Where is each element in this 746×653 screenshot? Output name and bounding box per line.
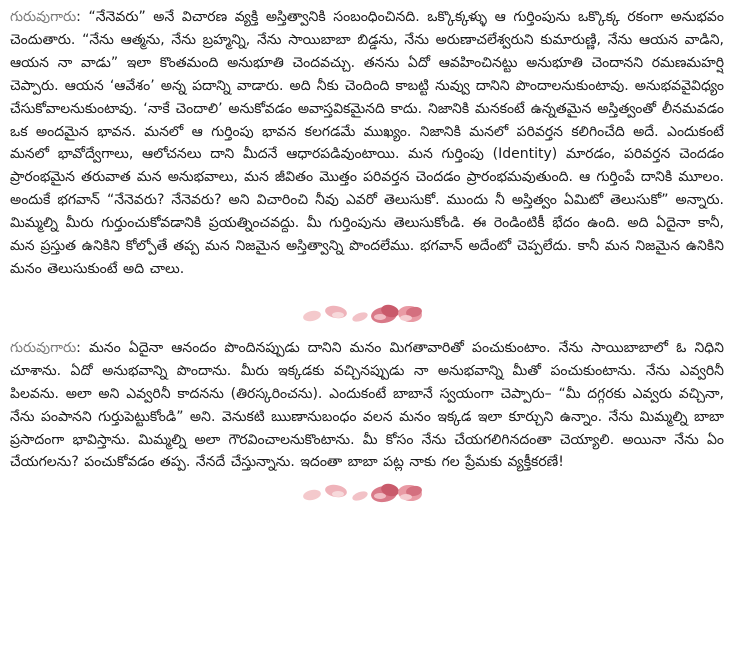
paragraph-text: : మనం ఏదైనా ఆనందం పొందినప్పుడు దానిని మనం మిగతావారితో పంచుకుంటాం. నేను సాయిబాబాలో ఓ నిధిని చూశాను. ఏదో అనుభవాన్ని పొందాను. మీరు ఇక్కడకు వచ్చినప్పుడు నా అనుభవాన్ని మీతో పంచుకుంటాను. నేను ఎవ్వరినీ పిలవను. అలా అని ఎవ్వరినీ కాదనను (తిరస్కరించను). ఎందుకంటే బాబానే స్వయంగా చెప్పారు– “మీ దగ్గరకు ఎవ్వరు వచ్చినా, నేను పంపానని గుర్తుపెట్టుకోండి” అని. వెనుకటి ఋణానుబంధం వలన మనం ఇక్కడ ఇలా కూర్చుని ఉన్నాం. నేను మిమ్మల్ని బాబా ప్రసాదంగా భావిస్తాను. మిమ్మల్ని అలా గౌరవించాలనుకొంటాను. మీ కోసం నేను చేయగలిగినదంతా చెయ్యాలి. అయినా నేను ఏం చేయగలను? పంచుకోవడం తప్ప. నేనదే చేస్తున్నాను. ఇదంతా బాబా పట్ల నాకు గల ప్రేమకు వ్యక్తీకరణే! [10, 339, 724, 471]
paragraph-text: : “నేనెవరు” అనే విచారణ వ్యక్తి అస్తిత్వానికి సంబంధించినది. ఒక్కొక్కళ్ళు ఆ గుర్తింపును ఒక్కొక్క రకంగా అనుభవం చెందుతారు. “నేను ఆత్మను, నేను బ్రహ్మన్ని, నేను సాయిబాబా బిడ్డను, నేను అరుణాచలేశ్వరుని కుమారుణ్ణి, నేను ఆయన వాడిని, ఆయన నా వాడు” ఇలా కొంతమంది అనుభూతి చెందవచ్చు. తనను ఏదో ఆవహించినట్టు అనుభూతి చెందానని రమణమహర్షి చెప్పారు. ఆయన ‘ఆవేశం’ అన్న పదాన్ని వాడారు. అది నీకు చెందింది కాబట్టి నువ్వు దానిని పొందాలనుకుంటావు. అనుభవవైవిధ్యం చేసుకోవాలనుకుంటావు. ‘నాకే చెందాలి’ అనుకోవడం అవాస్తవికమైనది కాదు. నిజానికి మనకంటే ఉన్నతమైన అస్తిత్వంతో లీనమవడం ఒక అందమైన భావన. మనలో ఆ గుర్తింపు భావన కలగడమే ముఖ్యం. నిజానికి మనలో పరివర్తన కలిగించేది అదే. ఎందుకంటే మనలో భావోద్వేగాలు, ఆలోచనలు దాని మీదనే ఆధారపడివుంటాయి. మన గుర్తింపు (Identity) మారడం, పరివర్తన చెందడం ప్రారంభమైన తరువాత మన అనుభవాలు, మన జీవితం మొత్తం పరివర్తన చెందడం ప్రారంభమవుతుంది. ఆ గుర్తింపే దానికి మూలం. అందుకే భగవాన్ “నేనెవరు? నేనెవరు? అని విచారించి నీవు ఎవరో తెలుసుకో. ముందు నీ అస్తిత్వం ఏమిటో తెలుసుకో” అన్నారు. మిమ్మల్ని మీరు గుర్తుంచుకోవడానికి ప్రయత్నించవద్దు. మీ గుర్తింపును తెలుసుకోండి. ఈ రెండింటికీ భేదం ఉంది. అది ఏదైనా కానీ, మన ప్రస్తుత ఉనికిని కోల్పోతే తప్ప మన నిజమైన అస్తిత్వాన్ని పొందలేము. భగవాన్ అదేంటో చెప్పలేదు. కానీ మన నిజమైన ఉనికిని మనం తెలుసుకుంటే అది చాలు. [10, 9, 724, 277]
article-body [10, 6, 724, 502]
section-divider [10, 474, 724, 502]
rose-petals-icon [302, 478, 430, 504]
paragraph-2 [10, 337, 724, 474]
speaker-label: గురువుగారు [10, 339, 77, 356]
section-divider [10, 281, 724, 337]
paragraph-1 [10, 6, 724, 281]
rose-petals-icon [302, 299, 430, 325]
speaker-label: గురువుగారు [10, 9, 77, 25]
